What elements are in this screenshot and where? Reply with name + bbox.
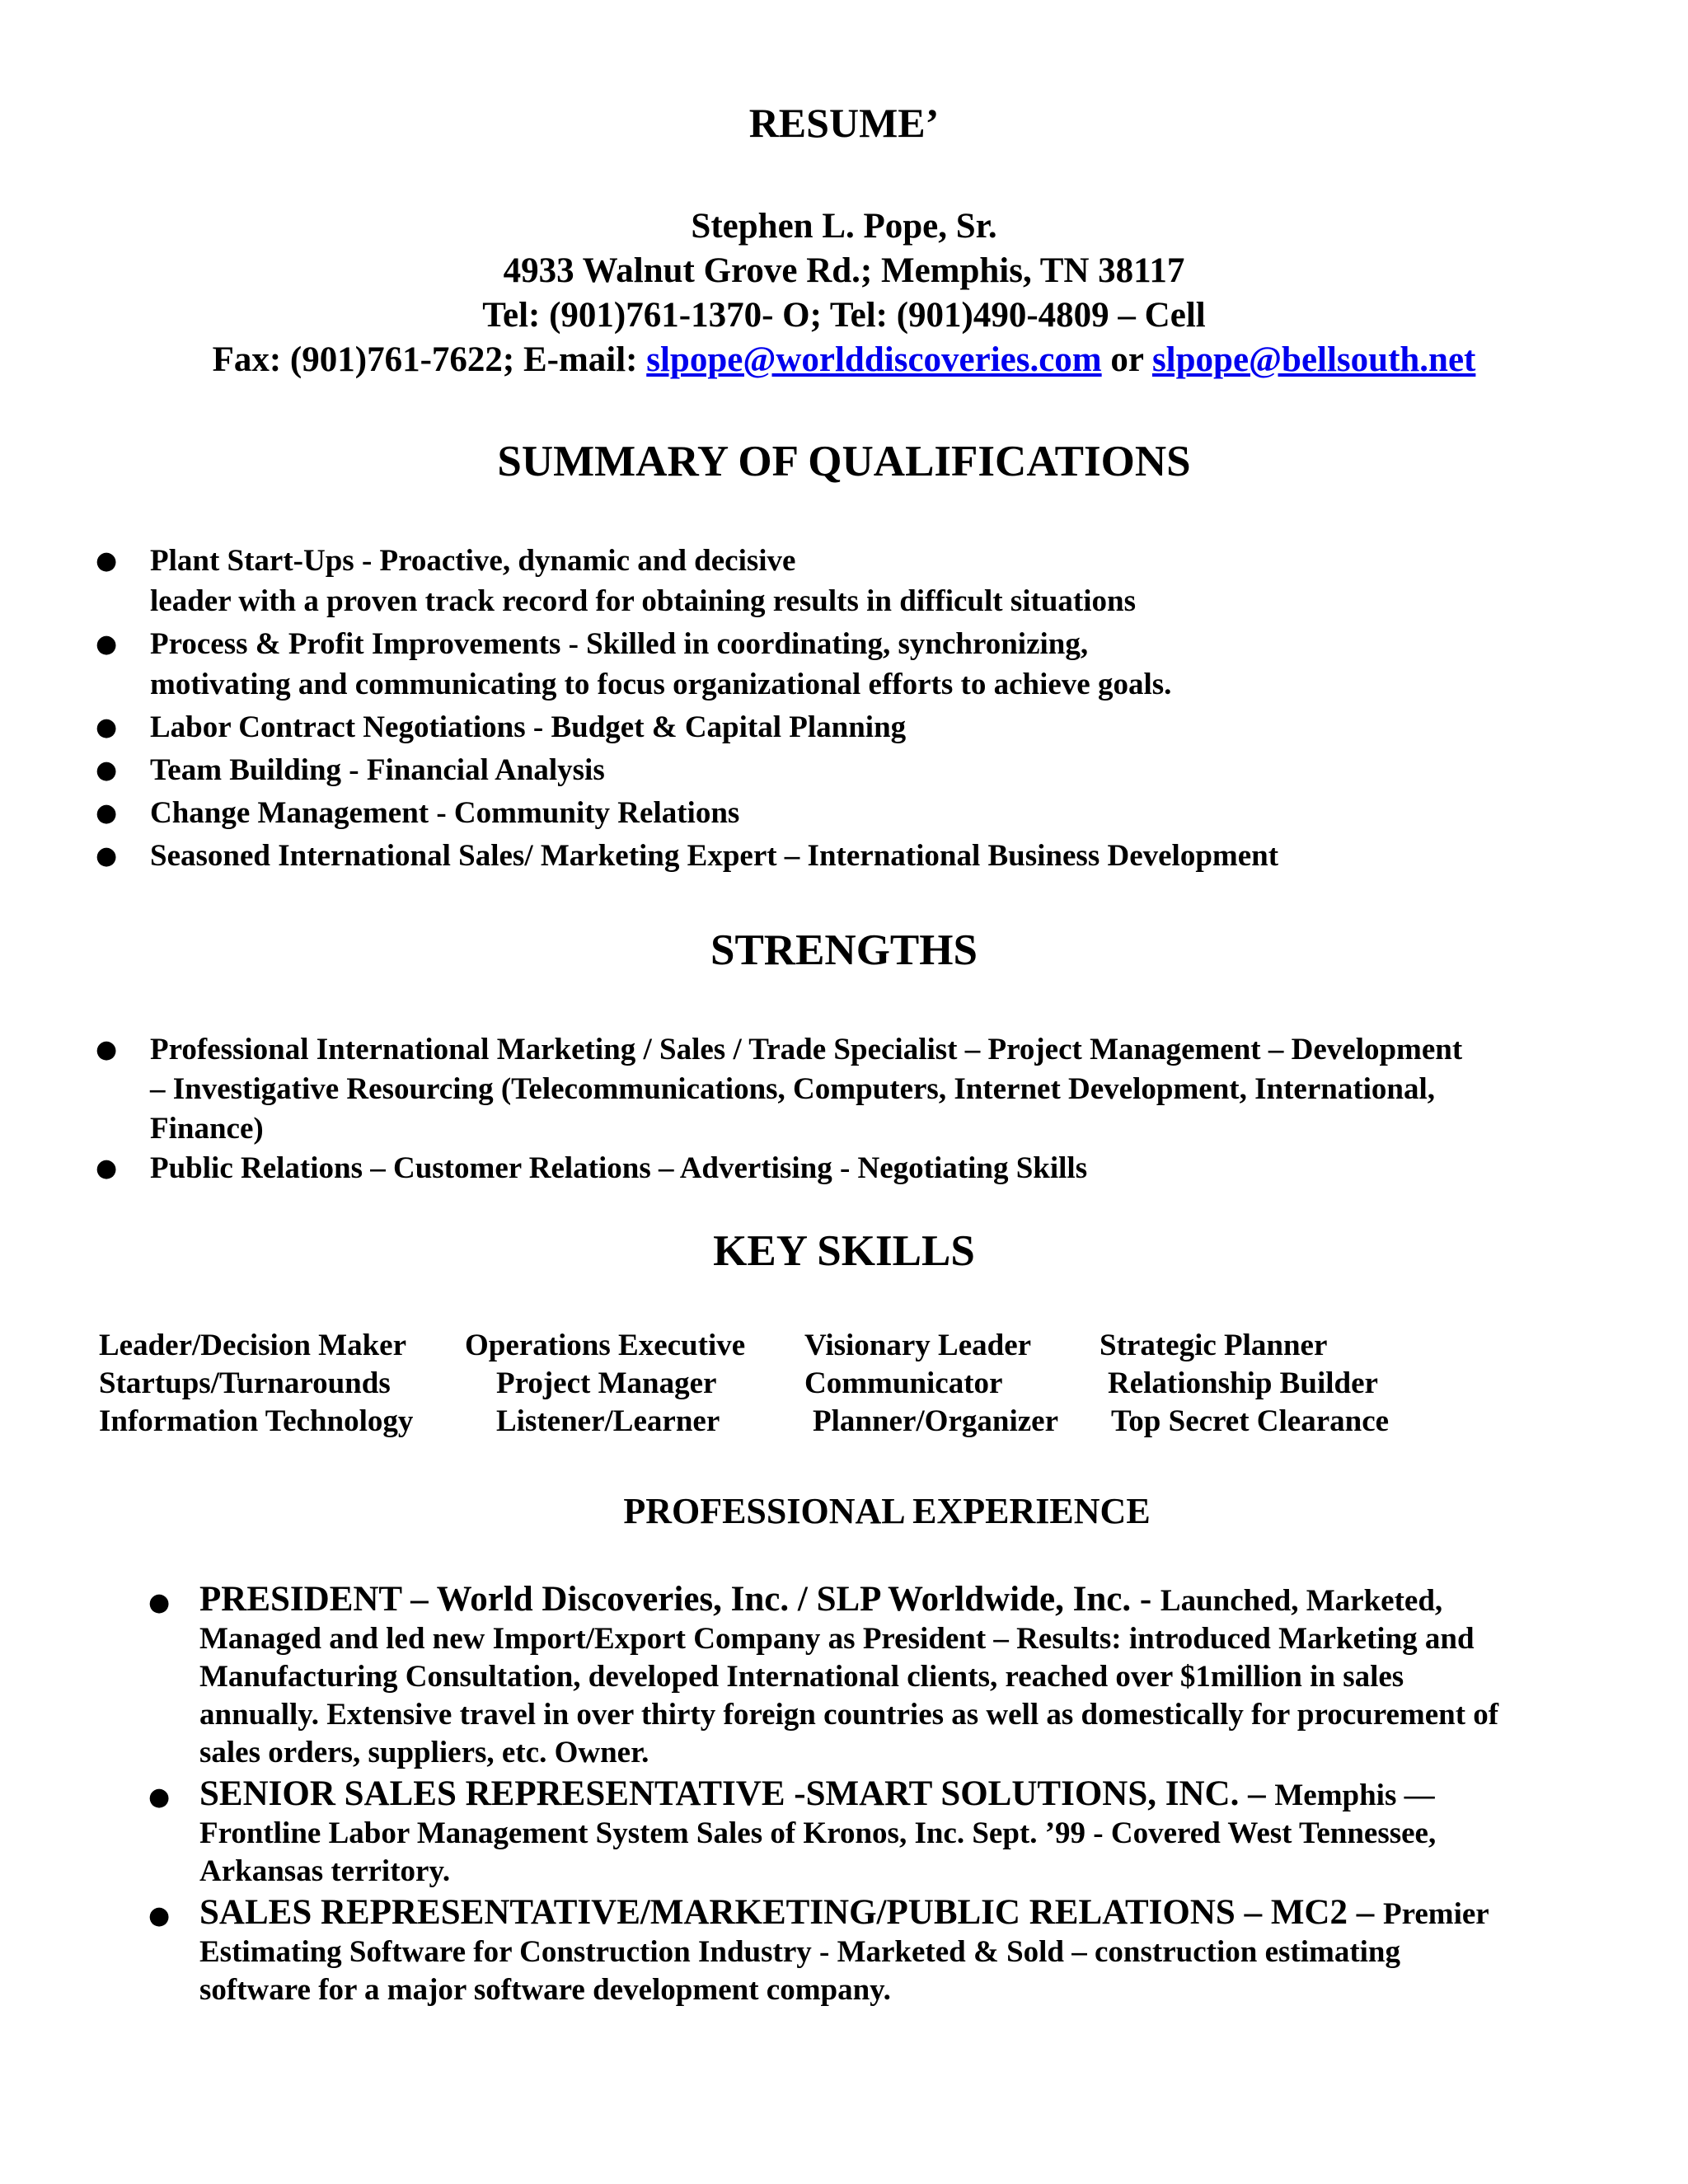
phone-numbers: Tel: (901)761-1370- O; Tel: (901)490-4809 – Cell — [482, 296, 1206, 335]
bullet-icon: ● — [96, 1154, 118, 1183]
key-skills-heading: KEY SKILLS — [713, 1227, 975, 1275]
fax-email-line — [0, 338, 1688, 382]
summary-item: ● Change Management - Community Relations — [150, 793, 1650, 833]
address: 4933 Walnut Grove Rd.; Memphis, TN 38117 — [503, 251, 1185, 290]
skill-cell: Visionary Leader — [804, 1329, 1032, 1362]
skill-cell: Information Technology — [99, 1404, 414, 1438]
bullet-icon: ● — [96, 1035, 118, 1064]
experience-list — [148, 1580, 1650, 2013]
skill-cell: Listener/Learner — [496, 1404, 720, 1438]
skill-cell: Operations Executive — [465, 1329, 746, 1362]
skill-cell: Startups/Turnarounds — [99, 1366, 391, 1400]
experience-heading: PROFESSIONAL EXPERIENCE — [623, 1491, 1151, 1531]
summary-heading: SUMMARY OF QUALIFICATIONS — [497, 438, 1191, 485]
email-or: or — [1101, 340, 1152, 379]
fax-label: Fax: (901)761-7622; E-mail: — [212, 340, 647, 379]
experience-title: SALES REPRESENTATIVE/MARKETING/PUBLIC RELATIONS – MC2 – — [199, 1893, 1383, 1932]
contact-block — [0, 204, 1688, 382]
summary-item: ● Labor Contract Negotiations - Budget & Capital Planning — [150, 707, 1650, 748]
summary-item: ● Plant Start-Ups - Proactive, dynamic and decisive leader with a proven track record for obtaining results in difficult situations — [150, 541, 1650, 621]
strengths-heading: STRENGTHS — [710, 926, 978, 974]
email-link-worlddiscoveries[interactable]: slpope@worlddiscoveries.com — [646, 340, 1102, 379]
experience-item: ● SENIOR SALES REPRESENTATIVE -SMART SOLUTIONS, INC. – Memphis — Frontline Labor Management System Sales of Kronos, Inc. Sept. ’99 - Covered West Tennessee, Arkansas territory. — [148, 1774, 1437, 1888]
strength-item: ● Professional International Marketing / Sales / Trade Specialist – Project Management – Development – Investigative Resourcing (Telecommunications, Computers, Internet Development, International, Finance) — [150, 1030, 1617, 1149]
skill-cell: Planner/Organizer — [813, 1404, 1058, 1438]
person-name: Stephen L. Pope, Sr. — [691, 207, 997, 246]
experience-item: ● SALES REPRESENTATIVE/MARKETING/PUBLIC RELATIONS – MC2 – Premier Estimating Software for Construction Industry - Marketed & Sold – construction estimating software for a major software development company. — [148, 1893, 1489, 2007]
skill-cell: Communicator — [804, 1366, 1003, 1400]
bullet-icon: ● — [96, 630, 118, 658]
experience-item: ● PRESIDENT – World Discoveries, Inc. / SLP Worldwide, Inc. - Launched, Marketed, Managed and led new Import/Export Company as President – Results: introduced Marketing and Manufacturing Consultation, developed International clients, reached over $1million in sales annually. Extensive travel in over thirty foreign countries as well as domestically for procurement of sales orders, suppliers, etc. Owner. — [148, 1580, 1499, 1769]
experience-title: SENIOR SALES REPRESENTATIVE -SMART SOLUTIONS, INC. – — [199, 1774, 1275, 1813]
bullet-icon: ● — [148, 1901, 171, 1930]
summary-item: ● Process & Profit Improvements - Skilled in coordinating, synchronizing, motivating and communicating to focus organizational efforts to achieve goals. — [150, 624, 1650, 705]
strength-item: ● Public Relations – Customer Relations – Advertising - Negotiating Skills — [150, 1149, 1617, 1188]
strengths-list — [96, 1030, 1617, 1188]
bullet-icon: ● — [96, 546, 118, 575]
bullet-icon: ● — [96, 713, 118, 742]
bullet-icon: ● — [96, 799, 118, 827]
document-title: RESUME’ — [748, 100, 940, 146]
experience-title: PRESIDENT – World Discoveries, Inc. / SLP Worldwide, Inc. - — [199, 1580, 1160, 1619]
bullet-icon: ● — [96, 841, 118, 870]
skill-cell: Project Manager — [496, 1366, 717, 1400]
bullet-icon: ● — [148, 1588, 171, 1617]
summary-list — [96, 541, 1650, 879]
email-link-bellsouth[interactable]: slpope@bellsouth.net — [1151, 340, 1476, 379]
skill-cell: Top Secret Clearance — [1111, 1404, 1390, 1438]
bullet-icon: ● — [96, 756, 118, 785]
skill-cell: Relationship Builder — [1108, 1366, 1378, 1400]
summary-item: ● Seasoned International Sales/ Marketing Expert – International Business Development — [150, 836, 1650, 876]
bullet-icon: ● — [148, 1783, 171, 1811]
skill-cell: Strategic Planner — [1100, 1329, 1328, 1362]
summary-item: ● Team Building - Financial Analysis — [150, 750, 1650, 790]
skill-cell: Leader/Decision Maker — [99, 1329, 406, 1362]
